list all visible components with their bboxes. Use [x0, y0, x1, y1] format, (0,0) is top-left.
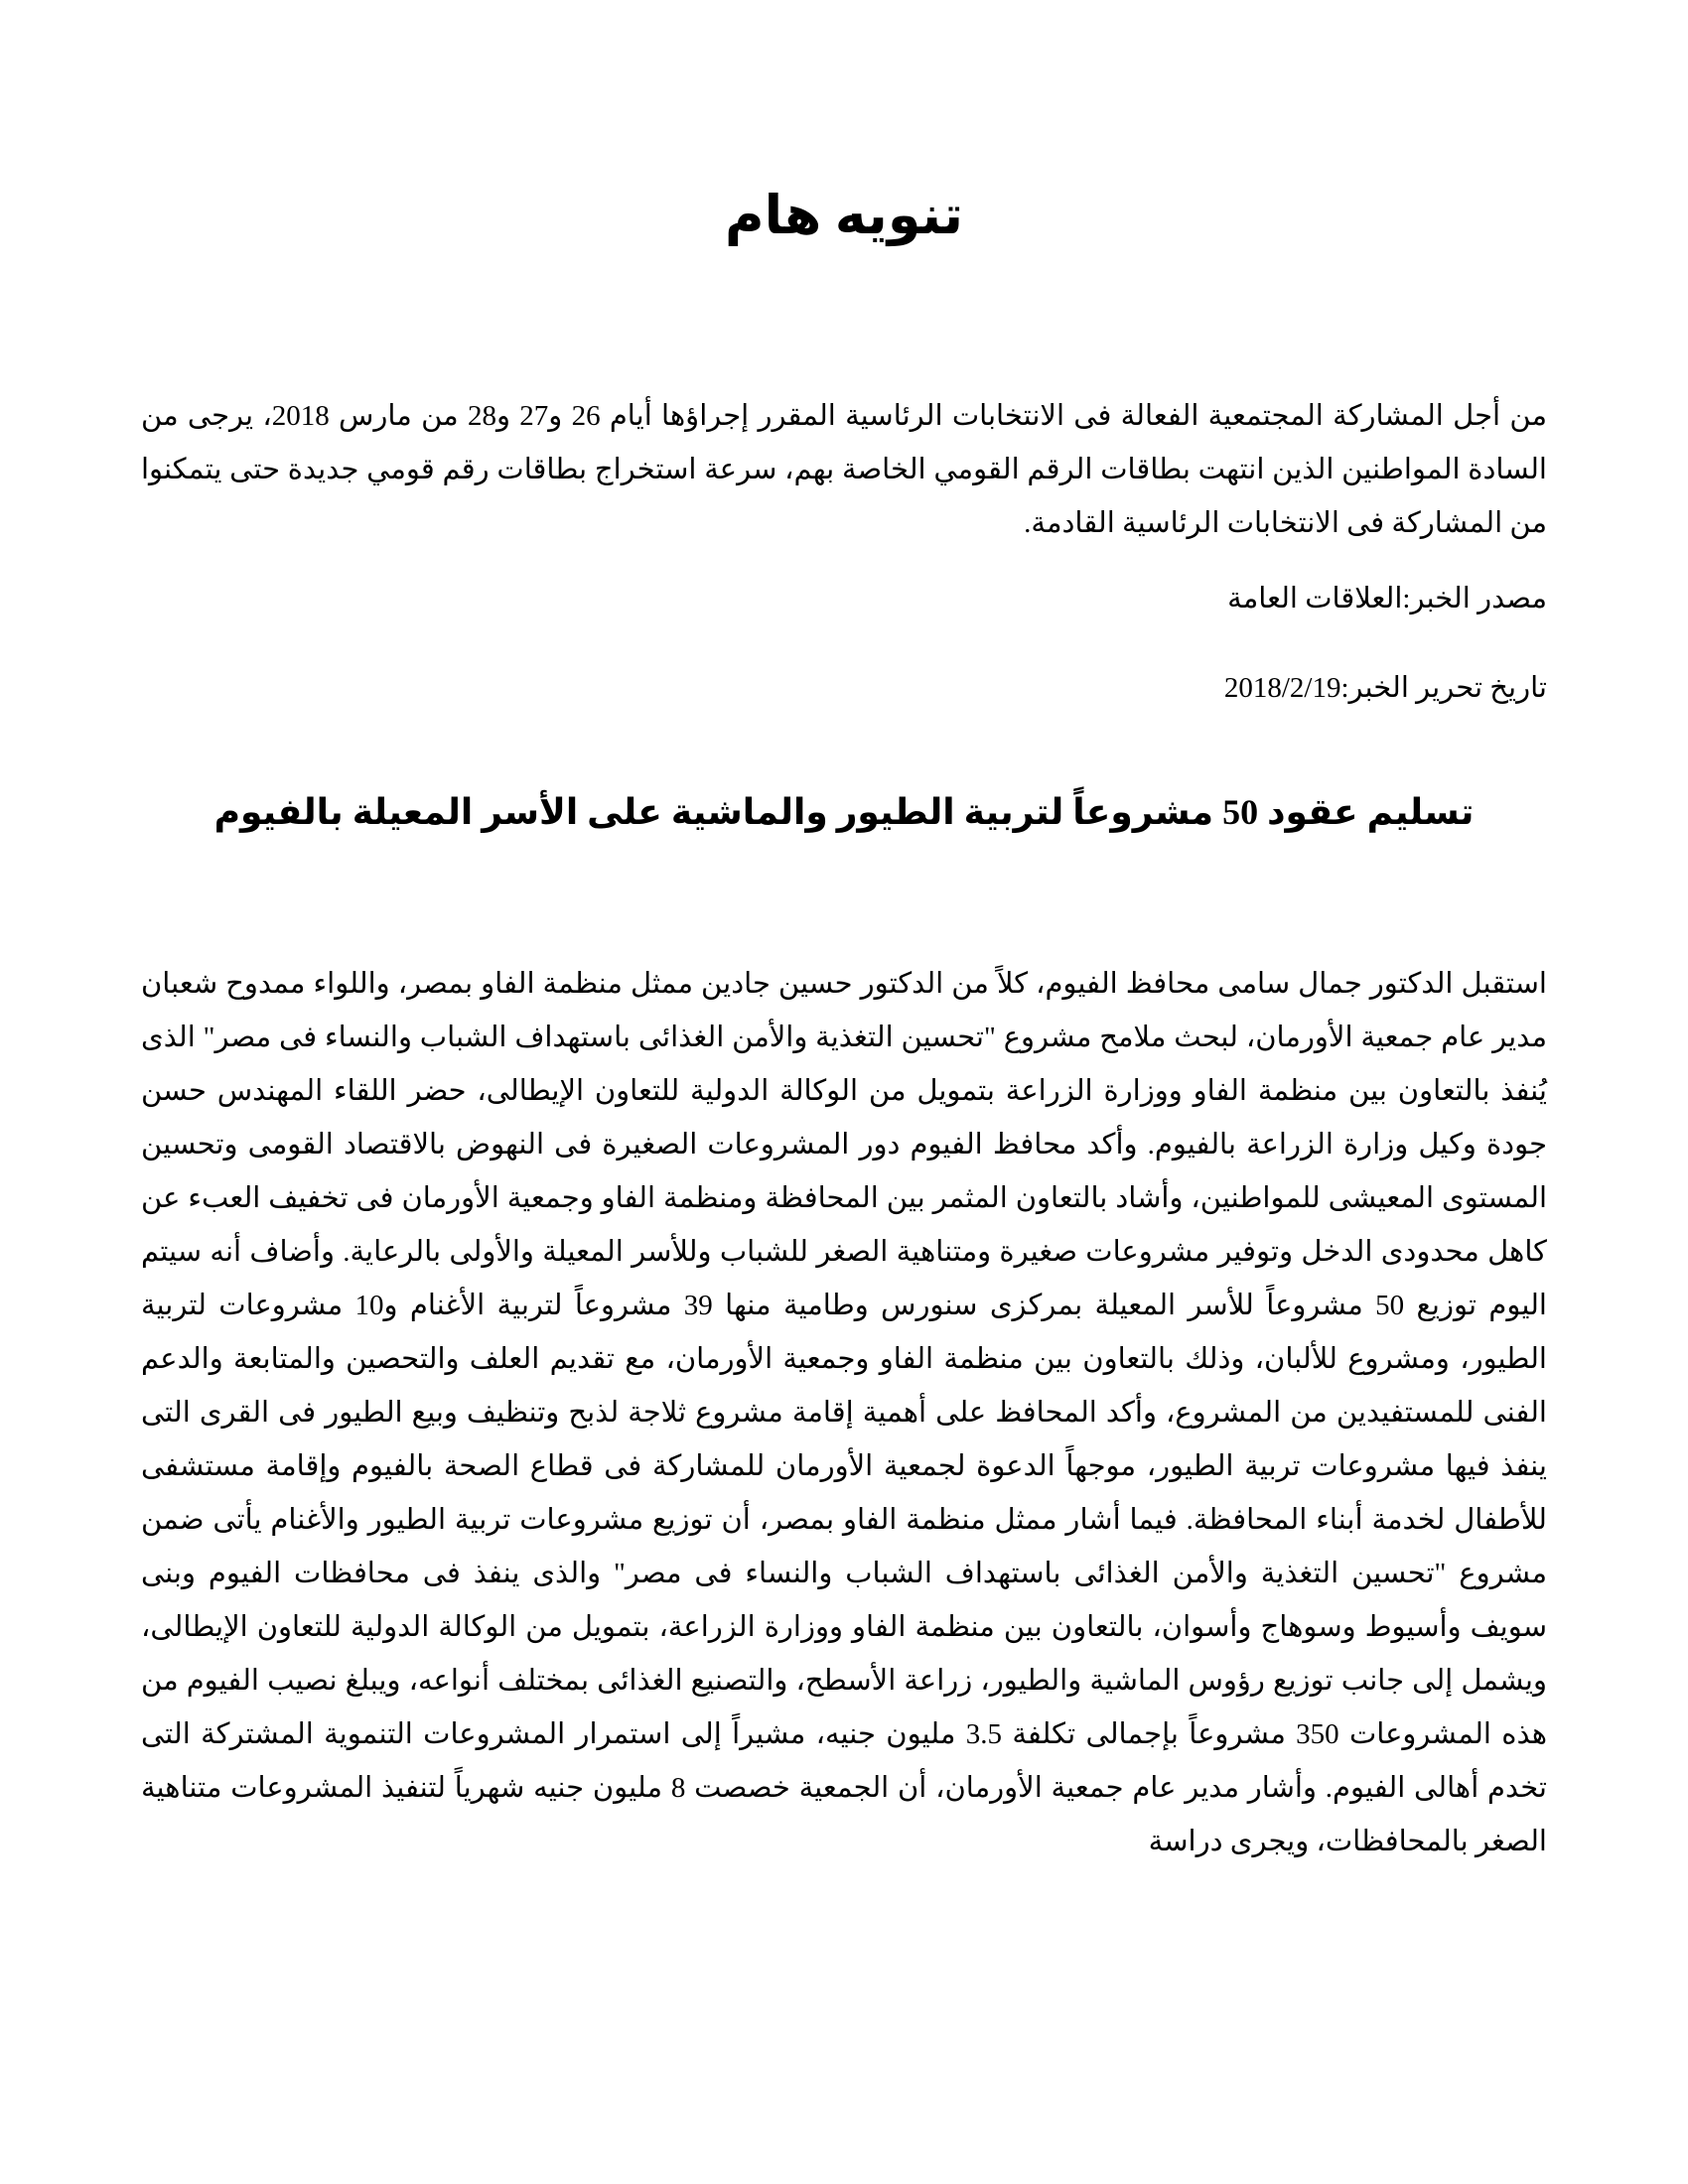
news-date-label: تاريخ تحرير الخبر:	[1340, 672, 1547, 705]
news-source-line	[141, 572, 1547, 626]
news-date-line	[141, 661, 1547, 716]
news-source-value: العلاقات العامة	[1227, 583, 1403, 615]
article-body-paragraph: استقبل الدكتور جمال سامى محافظ الفيوم، كلاً من الدكتور حسين جادين ممثل منظمة الفاو بمصر، واللواء ممدوح شعبان مدير عام جمعية الأورمان، لبحث ملامح مشروع "تحسين التغذية والأمن الغذائى باستهداف الشباب والنساء فى مصر" الذى يُنفذ بالتعاون بين منظمة الفاو ووزارة الزراعة بتمويل من الوكالة الدولية للتعاون الإيطالى، حضر اللقاء المهندس حسن جودة وكيل وزارة الزراعة بالفيوم. وأكد محافظ الفيوم دور المشروعات الصغيرة فى النهوض بالاقتصاد القومى وتحسين المستوى المعيشى للمواطنين، وأشاد بالتعاون المثمر بين المحافظة ومنظمة الفاو وجمعية الأورمان فى تخفيف العبء عن كاهل محدودى الدخل وتوفير مشروعات صغيرة ومتناهية الصغر للشباب وللأسر المعيلة والأولى بالرعاية. وأضاف أنه سيتم اليوم توزيع 50 مشروعاً للأسر المعيلة بمركزى سنورس وطامية منها 39 مشروعاً لتربية الأغنام و10 مشروعات لتربية الطيور، ومشروع للألبان، وذلك بالتعاون بين منظمة الفاو وجمعية الأورمان، مع تقديم العلف والتحصين والمتابعة والدعم الفنى للمستفيدين من المشروع، وأكد المحافظ على أهمية إقامة مشروع ثلاجة لذبح وتنظيف وبيع الطيور فى القرى التى ينفذ فيها مشروعات تربية الطيور، موجهاً الدعوة لجمعية الأورمان للمشاركة فى قطاع الصحة بالفيوم وإقامة مستشفى للأطفال لخدمة أبناء المحافظة. فيما أشار ممثل منظمة الفاو بمصر، أن توزيع مشروعات تربية الطيور والأغنام يأتى ضمن مشروع "تحسين التغذية والأمن الغذائى باستهداف الشباب والنساء فى مصر" والذى ينفذ فى محافظات الفيوم وبنى سويف وأسيوط وسوهاج وأسوان، بالتعاون بين منظمة الفاو ووزارة الزراعة، بتمويل من الوكالة الدولية للتعاون الإيطالى، ويشمل إلى جانب توزيع رؤوس الماشية والطيور، زراعة الأسطح، والتصنيع الغذائى بمختلف أنواعه، ويبلغ نصيب الفيوم من هذه المشروعات 350 مشروعاً بإجمالى تكلفة 3.5 مليون جنيه، مشيراً إلى استمرار المشروعات التنموية المشتركة التى تخدم أهالى الفيوم. وأشار مدير عام جمعية الأورمان، أن الجمعية خصصت 8 مليون جنيه شهرياً لتنفيذ المشروعات متناهية الصغر بالمحافظات، ويجرى دراسة	[141, 967, 1547, 1857]
notice-body-paragraph: من أجل المشاركة المجتمعية الفعالة فى الانتخابات الرئاسية المقرر إجراؤها أيام 26 و27 و28 من مارس 2018، يرجى من السادة المواطنين الذين انتهت بطاقات الرقم القومي الخاصة بهم، سرعة استخراج بطاقات رقم قومي جديدة حتى يتمكنوا من المشاركة فى الانتخابات الرئاسية القادمة.	[141, 400, 1547, 540]
news-source-label: مصدر الخبر:	[1402, 583, 1547, 615]
news-date-value: 2018/2/19	[1223, 672, 1341, 705]
article-title: تسليم عقود 50 مشروعاً لتربية الطيور والماشية على الأسر المعيلة بالفيوم	[213, 792, 1475, 833]
notice-title: تنويه هام	[725, 186, 963, 245]
